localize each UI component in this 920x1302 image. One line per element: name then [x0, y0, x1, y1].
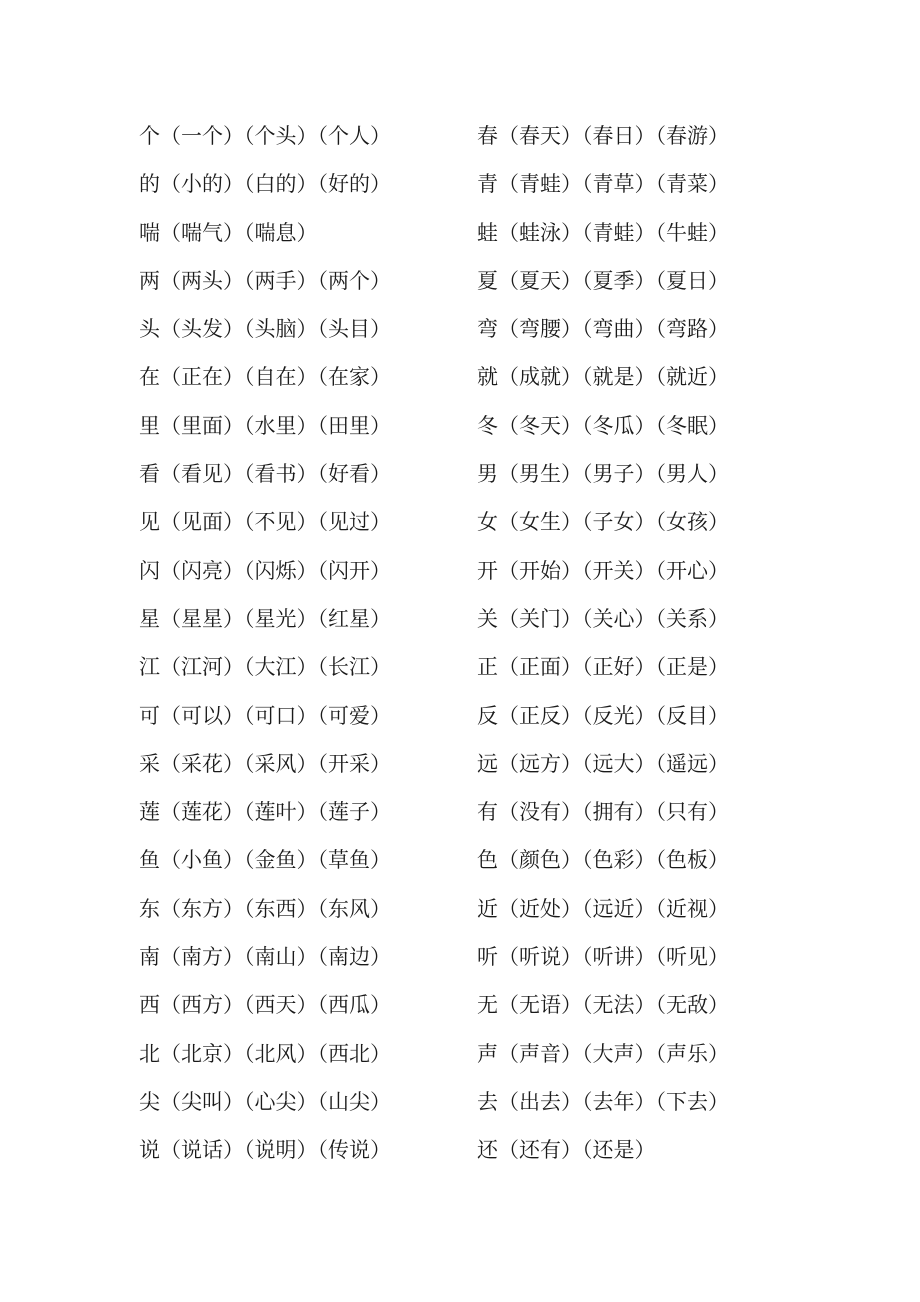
- left-word-column: [139, 112, 439, 1175]
- word-entry: 江（江河）（大江）（长江）: [139, 655, 391, 680]
- right-word-column: [477, 112, 777, 1175]
- word-entry: 正（正面）（正好）（正是）: [477, 655, 729, 680]
- word-entry: 色（颜色）（色彩）（色板）: [477, 848, 729, 873]
- word-entry: 女（女生）（子女）（女孩）: [477, 510, 729, 535]
- word-entry: 的（小的）（白的）（好的）: [139, 172, 391, 197]
- word-entry: 就（成就）（就是）（就近）: [477, 365, 729, 390]
- word-entry: 可（可以）（可口）（可爱）: [139, 703, 391, 728]
- word-entry: 听（听说）（听讲）（听见）: [477, 945, 729, 970]
- word-entry: 喘（喘气）（喘息）: [139, 220, 318, 245]
- word-entry: 个（一个）（个头）（个人）: [139, 124, 391, 148]
- word-entry: 尖（尖叫）（心尖）（山尖）: [139, 1089, 391, 1114]
- word-entry: 两（两头）（两手）（两个）: [139, 268, 391, 293]
- word-entry: 说（说话）（说明）（传说）: [139, 1138, 391, 1163]
- word-entry: 去（出去）（去年）（下去）: [477, 1089, 729, 1114]
- word-entry: 鱼（小鱼）（金鱼）（草鱼）: [139, 848, 391, 873]
- word-entry: 头（头发）（头脑）（头目）: [139, 317, 391, 342]
- word-entry: 北（北京）（北风）（西北）: [139, 1041, 391, 1066]
- word-entry: 西（西方）（西天）（西瓜）: [139, 993, 391, 1018]
- word-entry: 关（关门）（关心）（关系）: [477, 606, 729, 631]
- word-entry: 夏（夏天）（夏季）（夏日）: [477, 268, 729, 293]
- word-entry: 星（星星）（星光）（红星）: [139, 606, 391, 631]
- word-entry: 还（还有）（还是）: [477, 1138, 656, 1163]
- word-entry: 南（南方）（南山）（南边）: [139, 945, 391, 970]
- word-entry: 声（声音）（大声）（声乐）: [477, 1041, 729, 1066]
- word-entry: 春（春天）（春日）（春游）: [477, 124, 729, 148]
- word-entry: 东（东方）（东西）（东风）: [139, 896, 391, 921]
- word-entry: 采（采花）（采风）（开采）: [139, 751, 391, 776]
- word-entry: 男（男生）（男子）（男人）: [477, 462, 729, 487]
- word-entry: 见（见面）（不见）（见过）: [139, 510, 391, 535]
- word-entry: 里（里面）（水里）（田里）: [139, 413, 391, 438]
- word-entry: 在（正在）（自在）（在家）: [139, 365, 391, 390]
- word-entry: 反（正反）（反光）（反目）: [477, 703, 729, 728]
- word-entry: 看（看见）（看书）（好看）: [139, 462, 391, 487]
- word-entry: 有（没有）（拥有）（只有）: [477, 800, 729, 825]
- word-entry: 无（无语）（无法）（无敌）: [477, 993, 729, 1018]
- word-entry: 近（近处）（远近）（近视）: [477, 896, 729, 921]
- word-entry: 莲（莲花）（莲叶）（莲子）: [139, 800, 391, 825]
- word-entry: 冬（冬天）（冬瓜）（冬眠）: [477, 413, 729, 438]
- word-entry: 弯（弯腰）（弯曲）（弯路）: [477, 317, 729, 342]
- word-entry: 开（开始）（开关）（开心）: [477, 558, 729, 583]
- word-entry: 远（远方）（远大）（遥远）: [477, 751, 729, 776]
- word-entry: 蛙（蛙泳）（青蛙）（牛蛙）: [477, 220, 729, 245]
- word-entry: 青（青蛙）（青草）（青菜）: [477, 172, 729, 197]
- word-entry: 闪（闪亮）（闪烁）（闪开）: [139, 558, 391, 583]
